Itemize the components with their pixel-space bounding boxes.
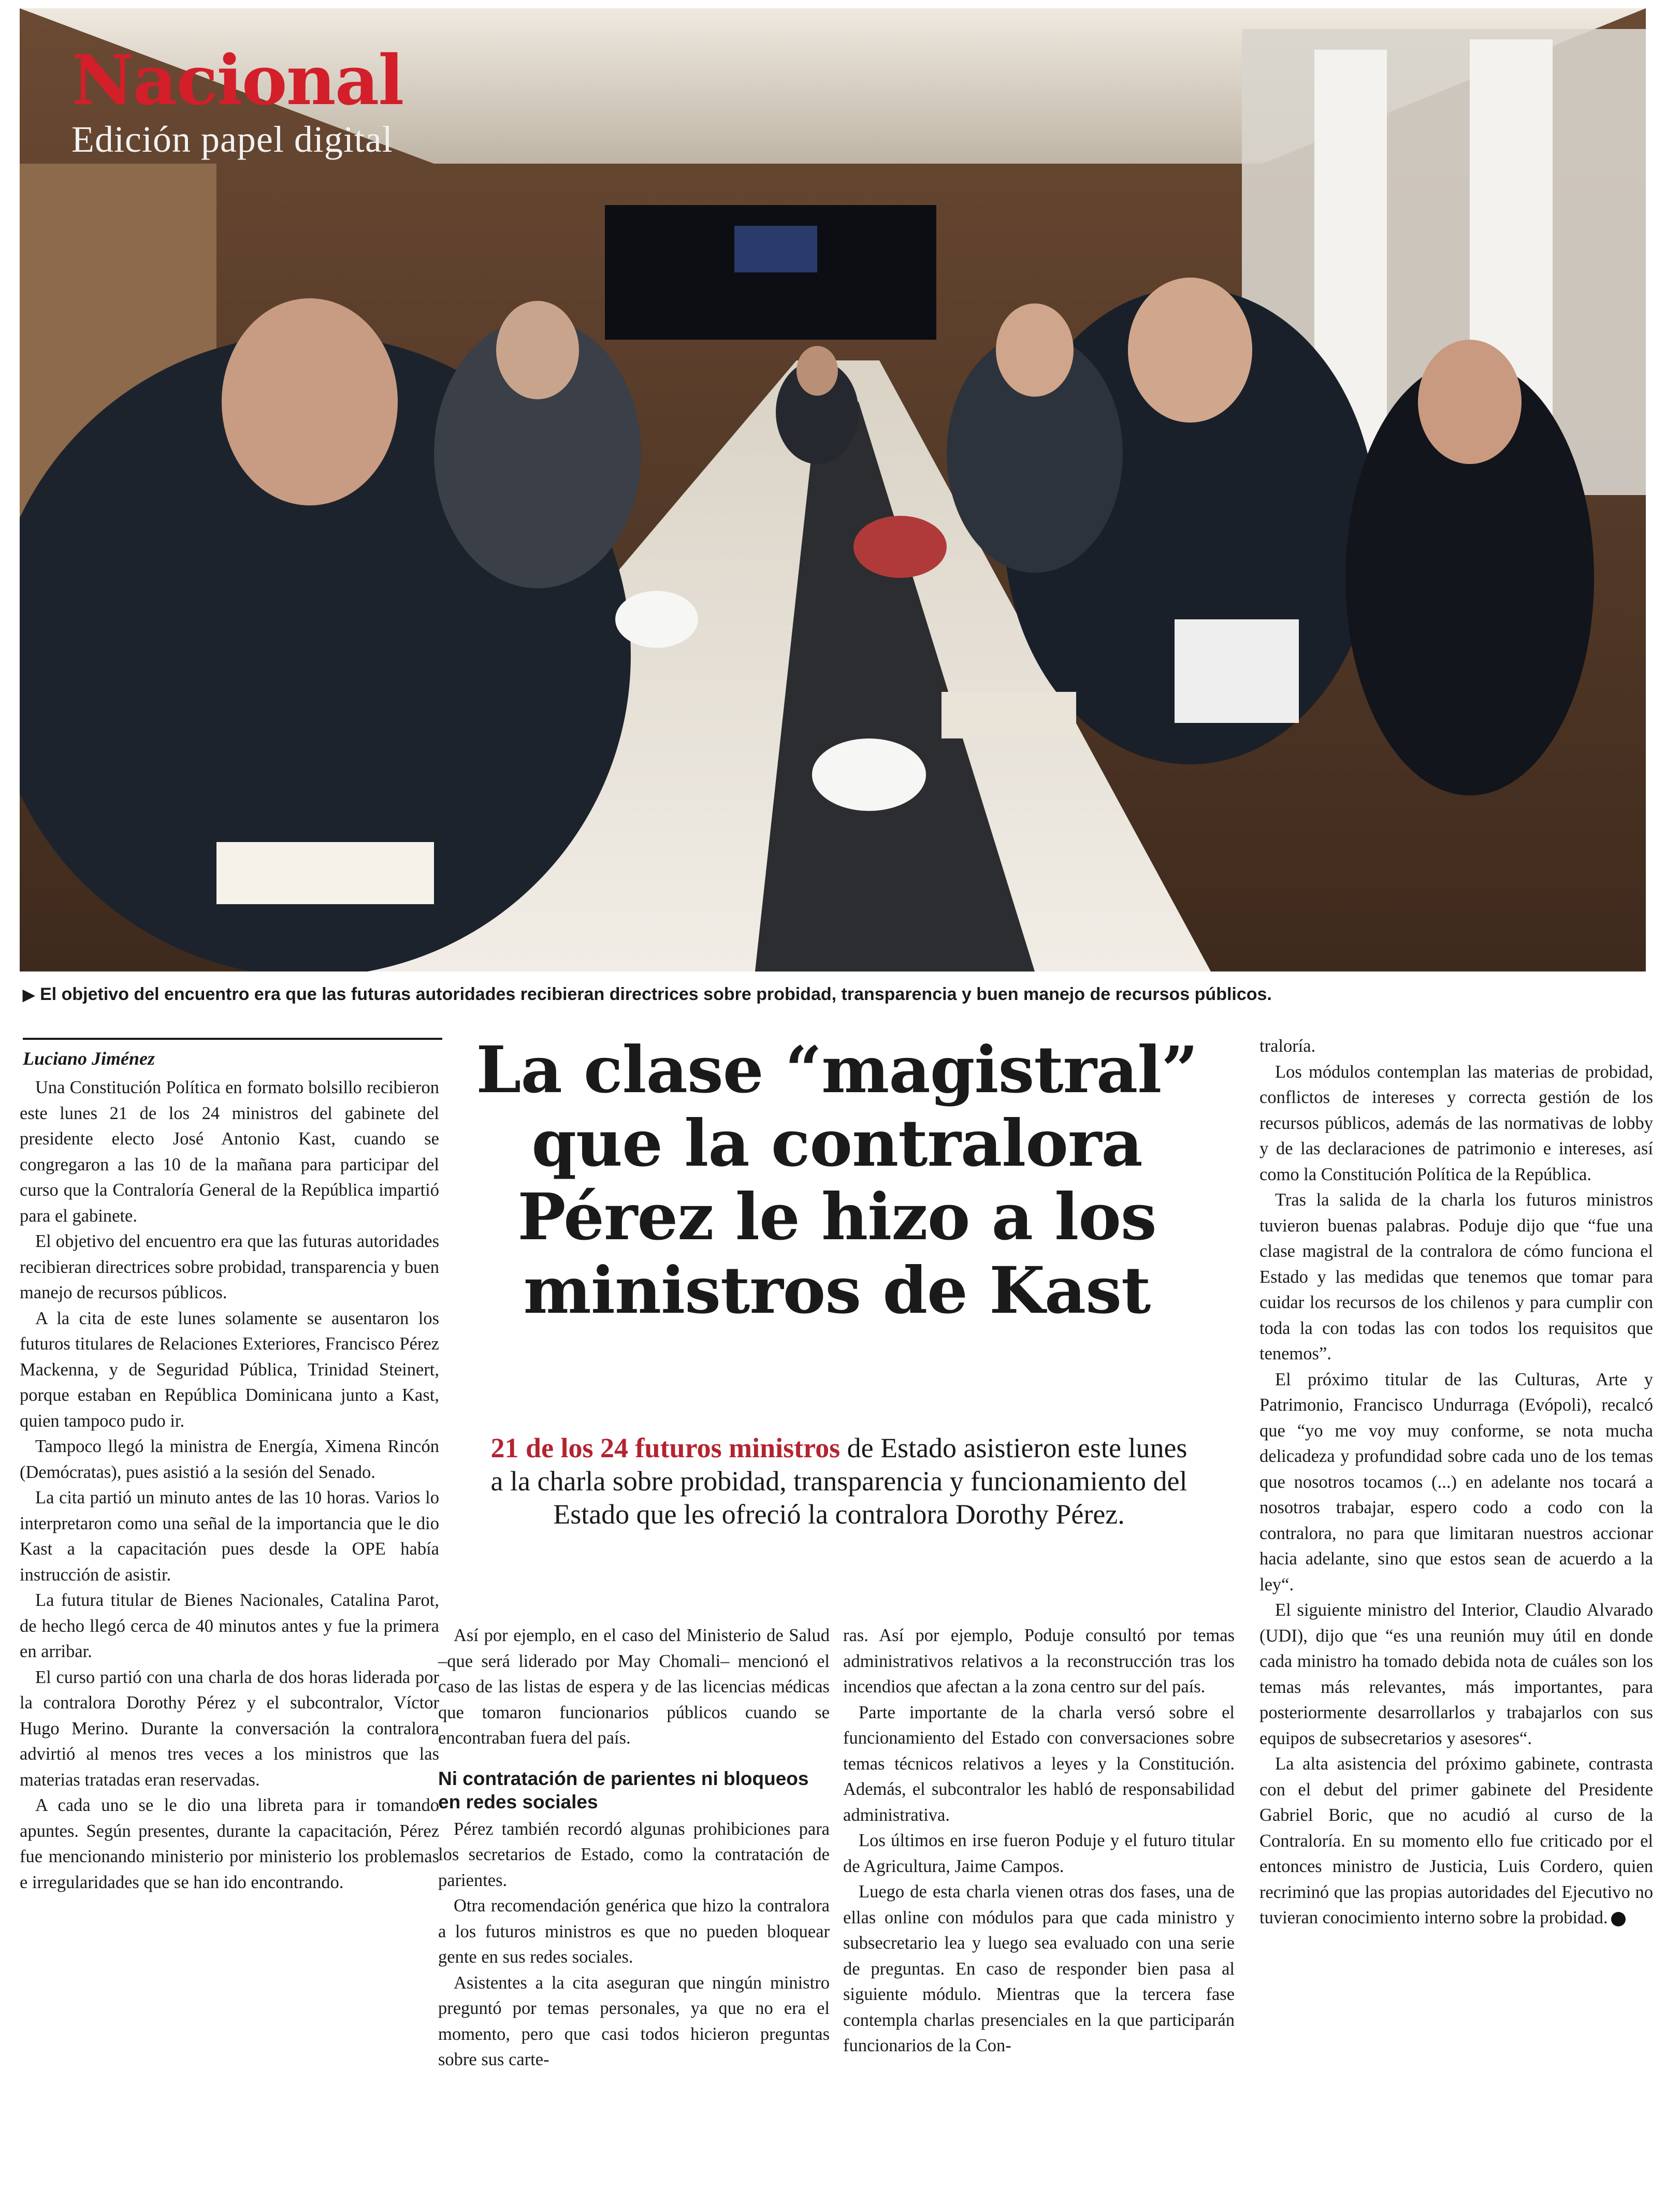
paragraph: Los módulos contemplan las materias de probidad, conflictos de intereses y correcta gestión de los recursos públicos, además de las normativas de lobby y de las declaraciones de patrimonio e intereses, así como la Constitución Política de la República. [1259, 1062, 1653, 1184]
paragraph: traloría. [1259, 1036, 1316, 1056]
paragraph: Tampoco llegó la ministra de Energía, Ximena Rincón (Demócratas), pues asistió a la sesión del Senado. [20, 1437, 439, 1482]
paragraph: Asistentes a la cita aseguran que ningún ministro preguntó por temas personales, ya que no era el momento, pero que casi todos hicieron preguntas sobre sus carte- [438, 1973, 830, 2069]
headline: La clase “magistral” que la contralora Pérez le hizo a los ministros de Kast [476, 1033, 1198, 1328]
paragraph: Tras la salida de la charla los futuros ministros tuvieron buenas palabras. Poduje dijo que “fue una clase magistral de la contralora de cómo funciona el Estado y las medidas que tenemos que tomar para cuidar los recursos de los chilenos y para cumplir con toda la con todas las con todos los requisitos que tenemos”. [1259, 1190, 1653, 1364]
paragraph: A cada uno se le dio una libreta para ir tomando apuntes. Según presentes, durante la capacitación, Pérez fue mencionando ministerio por ministerio los problemas e irregularidades que se han ido encontrando. [20, 1795, 439, 1892]
lead-highlight: 21 de los 24 futuros ministros [490, 1432, 841, 1463]
lead-text: de Estado asistieron este lunes a la charla sobre probidad, transparencia y funcionamiento del Estado que les ofreció la contralora Dorothy Pérez. [490, 1432, 1187, 1530]
end-of-article-icon [1611, 1912, 1626, 1926]
article-column-3 [843, 1623, 1235, 2059]
meeting-photo [20, 8, 1646, 972]
subheading: Ni contratación de parientes ni bloqueos en redes sociales [438, 1767, 809, 1813]
paragraph: Así por ejemplo, en el caso del Ministerio de Salud –que será liderado por May Chomali– mencionó el caso de las listas de espera y de las licencias médicas que tomaron funcionarios públicos cuando se encontraban fuera del país. [438, 1626, 830, 1748]
photo-caption [23, 979, 1649, 1010]
article-column-1 [20, 1075, 439, 1895]
caption-text: El objetivo del encuentro era que las futuras autoridades recibieran directrices sobre probidad, transparencia y buen manejo de recursos públicos. [40, 984, 1272, 1004]
byline: Luciano Jiménez [23, 1038, 442, 1071]
paragraph: El próximo titular de las Culturas, Arte y Patrimonio, Francisco Undurraga (Evópoli), recalcó que “yo me voy muy conforme, se nota mucha delicadeza y profundidad sobre cada uno de los temas que nosotros tocamos (...) en adelante nos tocará a nosotros trabajar, espero codo a codo con la contralora, no para que limitaran nuestros accionar hacia adelante, sino que estos sean de acuerdo a la ley“. [1259, 1369, 1653, 1594]
paragraph: La cita partió un minuto antes de las 10 horas. Varios lo interpretaron como una señal de la importancia que le dio Kast a la capacitación pues desde la OPE había instrucción de asistir. [20, 1488, 439, 1585]
paragraph: El siguiente ministro del Interior, Claudio Alvarado (UDI), dijo que “es una reunión muy útil en donde cada ministro ha tomado debida nota de cuáles son los temas más relevantes, más importantes, para posteriormente desarrollarlos y trabajarlos con sus equipos de subsecretarios y asesores“. [1259, 1600, 1653, 1748]
section-brand [71, 40, 403, 162]
edition-label: Edición papel digital [71, 119, 393, 160]
paragraph: El objetivo del encuentro era que las futuras autoridades recibieran directrices sobre probidad, transparencia y buen manejo de recursos públicos. [20, 1231, 439, 1302]
paragraph: Otra recomendación genérica que hizo la contralora a los futuros ministros es que no pueden bloquear gente en sus redes sociales. [438, 1896, 830, 1967]
paragraph: El curso partió con una charla de dos horas liderada por la contralora Dorothy Pérez y el subcontralor, Víctor Hugo Merino. Durante la conversación la contralora advirtió al menos tres veces a los ministros que las materias tratadas eran reservadas. [20, 1667, 439, 1790]
article-column-4 [1259, 1034, 1653, 1931]
paragraph: Una Constitución Política en formato bolsillo recibieron este lunes 21 de los 24 ministros del gabinete del presidente electo José Antonio Kast, cuando se congregaron a las 10 de la mañana para participar del curso que la Contraloría General de la República impartió para el gabinete. [20, 1078, 439, 1226]
paragraph: Parte importante de la charla versó sobre el funcionamiento del Estado con conversaciones sobre temas técnicos relativos a leyes y la Constitución. Además, el subcontralor les habló de responsabilidad administrativa. [843, 1702, 1235, 1825]
paragraph: ras. Así por ejemplo, Poduje consultó por temas administrativos relativos a la reconstrucción tras los incendios que afectan a la zona centro sur del país. [843, 1626, 1235, 1697]
caption-arrow-icon: ▶ [23, 987, 35, 1004]
paragraph: Pérez también recordó algunas prohibiciones para los secretarios de Estado, como la contratación de parientes. [438, 1819, 830, 1890]
paragraph: Luego de esta charla vienen otras dos fases, una de ellas online con módulos para que cada ministro y subsecretario lea y luego sea evaluado con una serie de preguntas. En caso de responder bien pasa al siguiente módulo. Mientras que la tercera fase contempla charlas presenciales en la que participarán funcionarios de la Con- [843, 1882, 1235, 2055]
lead [487, 1431, 1191, 1531]
article-column-2 [438, 1623, 830, 2073]
paragraph: La futura titular de Bienes Nacionales, Catalina Parot, de hecho llegó cerca de 40 minutos antes y fue la primera en arribar. [20, 1590, 439, 1661]
paragraph-last [1259, 1751, 1653, 1931]
section-title: Nacional [71, 40, 403, 121]
paragraph: A la cita de este lunes solamente se ausentaron los futuros titulares de Relaciones Exteriores, Francisco Pérez Mackenna, y de Seguridad Pública, Trinidad Steinert, porque estaban en República Dominicana junto a Kast, quien tampoco pudo ir. [20, 1308, 439, 1431]
paragraph: Los últimos en irse fueron Poduje y el futuro titular de Agricultura, Jaime Campos. [843, 1831, 1235, 1876]
last-paragraph-text: La alta asistencia del próximo gabinete, contrasta con el debut del primer gabinete del Presidente Gabriel Boric, que no acudió al curso de la Contraloría. En su momento ello fue criticado por el entonces ministro de Justicia, Luis Cordero, quien recriminó que las propias autoridades del Ejecutivo no tuvieran conocimiento interno sobre la probidad. [1259, 1754, 1653, 1927]
